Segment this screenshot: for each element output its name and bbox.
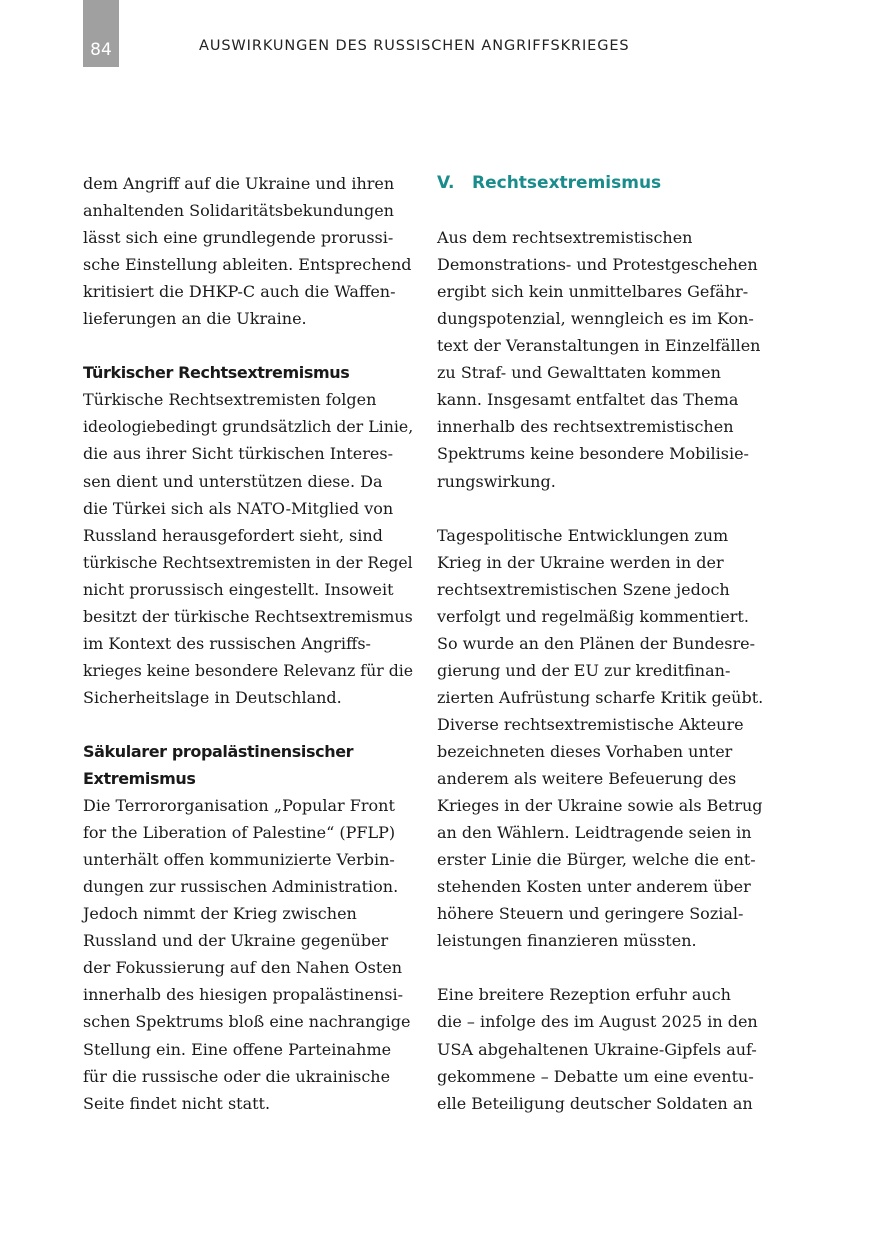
section-heading-right-wing-extremism: [437, 170, 767, 197]
text-line: nicht prorussisch eingestellt. Insoweit: [83, 579, 394, 599]
text-line: innerhalb des hiesigen propalästinensi-: [83, 985, 403, 1005]
text-line: sen dient und unterstützen diese. Da: [83, 471, 383, 491]
text-line: gekommene – Debatte um eine eventu-: [437, 1066, 754, 1086]
text-line: Krieg in der Ukraine werden in der: [437, 552, 724, 572]
text-line: kann. Insgesamt entfaltet das Thema: [437, 390, 739, 410]
left-column: [83, 170, 413, 1117]
text-line: dungspotenzial, wenngleich es im Kon-: [437, 309, 754, 329]
text-line: an den Wählern. Leidtragende seien in: [437, 823, 752, 843]
text-line: Aus dem rechtsextremistischen: [437, 228, 693, 248]
text-line: zierten Aufrüstung scharfe Kritik geübt.: [437, 687, 764, 707]
text-line: Die Terrororganisation „Popular Front: [83, 796, 395, 816]
text-line: die Türkei sich als NATO-Mitglied von: [83, 498, 394, 518]
text-line: innerhalb des rechtsextremistischen: [437, 417, 734, 437]
right-column: [437, 170, 767, 1117]
subheading-turkish-right-wing: Türkischer Rechtsextremismus: [83, 363, 350, 383]
intro-paragraph: [83, 170, 413, 332]
text-line: for the Liberation of Palestine“ (PFLP): [83, 823, 396, 843]
paragraph-1: [437, 224, 767, 494]
subheading-secular-pro-palestinian-cont: Extremismus: [83, 769, 196, 789]
text-line: die aus ihrer Sicht türkischen Interes-: [83, 444, 393, 464]
section-number: V.: [437, 173, 455, 193]
turkish-right-wing-paragraph: [83, 386, 413, 711]
text-line: Türkische Rechtsextremisten folgen: [83, 390, 377, 410]
text-line: bezeichneten dieses Vorhaben unter: [437, 741, 733, 761]
text-line: Tagespolitische Entwicklungen zum: [437, 525, 729, 545]
text-line: anderem als weitere Befeuerung des: [437, 769, 737, 789]
text-line: elle Beteiligung deutscher Soldaten an: [437, 1093, 753, 1113]
text-line: Demonstrations- und Protestgeschehen: [437, 255, 758, 275]
text-line: türkische Rechtsextremisten in der Regel: [83, 552, 413, 572]
text-line: Stellung ein. Eine offene Parteinahme: [83, 1039, 392, 1059]
text-line: sche Einstellung ableiten. Entsprechend: [83, 255, 412, 275]
text-line: USA abgehaltenen Ukraine-Gipfels auf-: [437, 1039, 757, 1059]
text-line: Russland herausgefordert sieht, sind: [83, 525, 383, 545]
text-line: höhere Steuern und geringere Sozial-: [437, 904, 744, 924]
text-line: ergibt sich kein unmittelbares Gefähr-: [437, 282, 749, 302]
text-line: rungswirkung.: [437, 471, 556, 491]
text-line: anhaltenden Solidaritätsbekundungen: [83, 201, 394, 221]
text-line: Jedoch nimmt der Krieg zwischen: [83, 904, 357, 924]
text-line: Sicherheitslage in Deutschland.: [83, 687, 342, 707]
text-line: die – infolge des im August 2025 in den: [437, 1012, 758, 1032]
text-line: Seite findet nicht statt.: [83, 1093, 271, 1113]
text-line: krieges keine besondere Relevanz für die: [83, 660, 414, 680]
text-line: rechtsextremistischen Szene jedoch: [437, 579, 730, 599]
text-line: besitzt der türkische Rechtsextremismus: [83, 606, 413, 626]
text-line: So wurde an den Plänen der Bundesre-: [437, 633, 755, 653]
text-line: Krieges in der Ukraine sowie als Betrug: [437, 796, 763, 816]
text-line: dungen zur russischen Administration.: [83, 877, 399, 897]
text-line: dem Angriff auf die Ukraine und ihren: [83, 174, 395, 193]
text-line: Russland und der Ukraine gegenüber: [83, 931, 389, 951]
text-line: für die russische oder die ukrainische: [83, 1066, 391, 1086]
text-line: erster Linie die Bürger, welche die ent-: [437, 850, 756, 870]
subheading-secular-pro-palestinian: Säkularer propalästinensischer: [83, 741, 354, 761]
text-line: text der Veranstaltungen in Einzelfällen: [437, 336, 761, 356]
running-header: AUSWIRKUNGEN DES RUSSISCHEN ANGRIFFSKRIEGES: [199, 38, 630, 54]
text-line: verfolgt und regelmäßig kommentiert.: [437, 606, 749, 626]
text-line: gierung und der EU zur kreditfinan-: [437, 660, 731, 680]
pro-palestinian-paragraph: [83, 792, 413, 1117]
page-number: 84: [90, 40, 112, 60]
text-line: im Kontext des russischen Angriffs-: [83, 633, 371, 653]
text-line: der Fokussierung auf den Nahen Osten: [83, 958, 403, 978]
text-line: ideologiebedingt grundsätzlich der Linie,: [83, 417, 414, 437]
text-line: stehenden Kosten unter anderem über: [437, 877, 751, 897]
text-line: lässt sich eine grundlegende prorussi-: [83, 228, 394, 248]
text-line: Eine breitere Rezeption erfuhr auch: [437, 985, 731, 1005]
text-line: kritisiert die DHKP-C auch die Waffen-: [83, 282, 396, 302]
text-line: unterhält offen kommunizierte Verbin-: [83, 850, 395, 870]
text-line: Spektrums keine besondere Mobilisie-: [437, 444, 749, 464]
page-number-tab: [83, 0, 119, 67]
text-line: lieferungen an die Ukraine.: [83, 309, 307, 329]
section-title: Rechtsextremismus: [472, 173, 662, 193]
text-line: Diverse rechtsextremistische Akteure: [437, 714, 744, 734]
text-line: schen Spektrums bloß eine nachrangige: [83, 1012, 411, 1032]
paragraph-3: [437, 981, 767, 1116]
text-line: leistungen finanzieren müssten.: [437, 931, 697, 951]
paragraph-2: [437, 522, 767, 955]
text-line: zu Straf- und Gewalttaten kommen: [437, 363, 721, 383]
